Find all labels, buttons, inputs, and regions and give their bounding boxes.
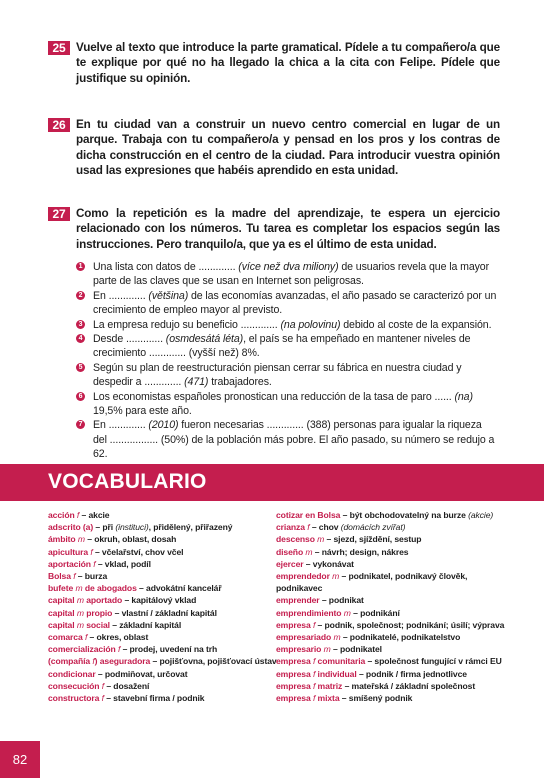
vocab-translation: – vklad, podíl: [97, 558, 151, 569]
vocab-note: (domácích zvířat): [340, 522, 406, 533]
vocab-entry: [48, 631, 277, 643]
vocabulary-column-left: [48, 509, 277, 704]
vocab-term: empresa: [276, 619, 311, 630]
vocab-term: capital: [48, 607, 75, 618]
exercise-27-items: [76, 260, 498, 462]
vocab-term: emprendedor: [276, 571, 330, 582]
vocab-entry: [48, 509, 277, 521]
vocab-translation: – podnikatelé, podnikatelstvo: [342, 632, 461, 643]
exercise-item: [76, 332, 498, 361]
vocab-translation: – okres, oblast: [89, 632, 149, 643]
vocab-entry: [276, 631, 504, 643]
vocab-entry: [48, 582, 277, 594]
vocab-term-cont: individual: [317, 668, 357, 679]
vocab-term: adscrito (a): [48, 522, 94, 533]
exercise-instruction: Como la repetición es la madre del aprendizaje, te espera un ejercicio relacionado con los números. Tu tarea es completar los espacios según las instrucciones. Pero tranquilo/a, que ya es el último de esta unidad.: [76, 207, 500, 251]
vocab-gender: f: [312, 656, 316, 667]
item-hint: (na polovinu): [280, 318, 341, 331]
vocab-translation: – prodej, uvedení na trh: [122, 644, 218, 655]
vocab-translation: – podnikatel, podnikavý člověk,: [341, 571, 468, 582]
vocab-term: Bolsa: [48, 571, 71, 582]
vocab-term: empresa: [276, 668, 311, 679]
vocab-entry: [48, 570, 277, 582]
exercise-item: [76, 390, 498, 419]
item-text: fueron necesarias ............. (388) personas para igualar la riqueza del ................. (50%) de la población más pobre. El año pasado, su número se redujo a 62.: [93, 419, 495, 461]
vocab-translation: – advokátní kancelář: [139, 583, 222, 594]
vocab-gender: m: [76, 595, 84, 606]
item-text: debido al coste de la expansión.: [340, 318, 492, 331]
vocab-term: ámbito: [48, 534, 76, 545]
vocab-entry: [48, 668, 277, 680]
vocab-term: crianza: [276, 522, 305, 533]
vocab-entry: [276, 582, 504, 594]
vocab-entry: [48, 643, 277, 655]
vocab-entry: [48, 546, 277, 558]
vocab-note: (instituci): [115, 522, 149, 533]
vocab-gender: f: [312, 619, 316, 630]
vocab-gender: m: [333, 632, 341, 643]
item-text: Los economistas españoles pronostican una reducción de la tasa de paro ......: [93, 390, 455, 403]
vocab-gender: m: [332, 571, 340, 582]
item-number-bullet: 3: [76, 320, 85, 329]
vocab-translation: – včelařství, chov včel: [94, 546, 184, 557]
vocab-translation: podnikavec: [276, 583, 323, 594]
item-hint: (2010): [148, 419, 179, 432]
vocab-term: empresario: [276, 644, 322, 655]
vocab-term-cont: ) aseguradora: [94, 656, 151, 667]
vocab-translation: – kapitálový vklad: [124, 595, 197, 606]
item-text: Según su plan de reestructuración piensan cerrar su fábrica en nuestra ciudad y despedir a .............: [93, 361, 462, 389]
vocab-translation: – podnikatel: [333, 644, 382, 655]
vocab-translation: – vlastní / základní kapitál: [114, 607, 217, 618]
vocab-term: emprender: [276, 595, 320, 606]
vocab-entry: [48, 607, 277, 619]
exercise-item: [76, 361, 498, 390]
vocabulary-column-right: [276, 509, 504, 704]
item-hint: (většina): [148, 289, 189, 302]
vocab-entry: [276, 655, 504, 667]
vocab-translation: – okruh, oblast, dosah: [87, 534, 177, 545]
vocab-translation: – základní kapitál: [112, 619, 182, 630]
exercise-item: [76, 318, 498, 332]
vocab-term: acción: [48, 510, 75, 520]
vocab-entry: [276, 521, 504, 533]
vocab-gender: f: [307, 522, 310, 533]
vocab-gender: f: [117, 644, 121, 655]
exercise-26: [48, 117, 500, 179]
vocab-term: descenso: [276, 534, 315, 545]
item-hint: (471): [184, 376, 209, 389]
vocab-entry: [48, 680, 277, 692]
item-text: 19,5% para este año.: [93, 405, 192, 418]
item-text: En .............: [93, 419, 149, 432]
vocab-term-cont: propio: [86, 607, 113, 618]
item-number-bullet: 4: [76, 334, 85, 343]
vocab-translation: – pojišťovna, pojišťovací ústav: [152, 656, 277, 667]
item-text: , el país se ha empeñado en mantener niveles de crecimiento ............. (vyšší než) 8%.: [93, 333, 471, 360]
vocabulary-banner: [0, 464, 544, 501]
exercise-number: 26: [48, 118, 70, 132]
vocab-translation: – smíšený podnik: [341, 693, 413, 704]
vocab-entry: [276, 570, 504, 582]
vocab-translation: – být obchodovatelný na burze: [342, 510, 466, 520]
vocab-term-cont: de abogados: [84, 583, 137, 594]
vocab-gender: m: [305, 546, 313, 557]
vocab-term: cotizar en Bolsa: [276, 510, 341, 520]
exercise-item: [76, 289, 498, 318]
exercise-27: [48, 206, 500, 252]
vocab-translation: – vykonávat: [305, 558, 354, 569]
vocab-entry: [276, 607, 504, 619]
vocab-gender: m: [76, 607, 84, 618]
vocab-gender: f: [312, 693, 316, 704]
vocab-entry: [276, 546, 504, 558]
vocab-gender: f: [101, 680, 105, 691]
item-text: de las economías avanzadas, el año pasado se caracterizó por un crecimiento de empleo mayor al previsto.: [93, 289, 497, 317]
vocab-entry: [276, 692, 504, 704]
vocab-entry: [276, 668, 504, 680]
vocab-term: empresa: [276, 656, 311, 667]
vocab-term: comercialización: [48, 644, 116, 655]
vocab-term: comarca: [48, 632, 83, 643]
vocab-translation: – mateřská / základní společnost: [344, 680, 476, 691]
vocab-entry: [48, 521, 277, 533]
vocab-term-cont: matriz: [317, 680, 343, 691]
vocab-term: empresa: [276, 693, 311, 704]
vocab-entry: [48, 619, 277, 631]
vocab-entry: [48, 558, 277, 570]
vocab-translation: – při: [95, 522, 114, 533]
vocab-gender: m: [317, 534, 325, 545]
item-number-bullet: 5: [76, 363, 85, 372]
vocab-entry: [48, 692, 277, 704]
item-text: La empresa redujo su beneficio .............: [93, 318, 281, 331]
item-number-bullet: 7: [76, 420, 85, 429]
vocab-note: (akcie): [468, 510, 494, 520]
vocabulary-title: VOCABULARIO: [48, 470, 207, 493]
vocab-translation: – podmiňovat, určovat: [97, 668, 188, 679]
vocab-gender: f: [93, 558, 96, 569]
vocab-term: diseño: [276, 546, 304, 557]
exercise-instruction: En tu ciudad van a construir un nuevo centro comercial en lugar de un parque. Trabaja con tu compañero/a y pensad en los pros y los contras de dicha construcción en el centro de la ciudad. Para introducir vuestra opinión usad las expresiones que habéis aprendido en esta unidad.: [76, 118, 500, 178]
vocab-term: apicultura: [48, 546, 89, 557]
vocab-gender: f: [84, 632, 88, 643]
vocab-entry: [48, 533, 277, 545]
vocab-entry: [276, 509, 504, 521]
vocab-gender: m: [75, 583, 83, 594]
vocab-entry: [276, 680, 504, 692]
exercise-number: 27: [48, 207, 70, 221]
vocab-gender: m: [343, 607, 351, 618]
vocab-entry: [276, 619, 504, 631]
item-text: de usuarios revela que la mayor parte de las claves que se usan en Internet son peligrosas.: [93, 261, 490, 288]
vocab-gender: f: [76, 510, 80, 520]
vocab-translation: – společnost fungující v rámci EU: [367, 656, 502, 667]
vocab-gender: m: [76, 619, 84, 630]
vocab-term: aportación: [48, 558, 91, 569]
vocab-term: emprendimiento: [276, 607, 342, 618]
vocab-term: consecución: [48, 680, 100, 691]
item-hint: (na): [454, 390, 473, 403]
vocab-term: empresa: [276, 680, 311, 691]
item-hint: (osmdesátá léta): [165, 333, 244, 346]
vocab-gender: m: [77, 534, 85, 545]
vocab-translation-cont: , přidělený, přiřazený: [148, 522, 233, 533]
item-text: trabajadores.: [208, 376, 272, 389]
vocab-gender: f: [73, 571, 76, 582]
vocab-translation: – sjezd, sjíždění, sestup: [326, 534, 422, 545]
vocab-term: capital: [48, 595, 75, 606]
vocab-term: capital: [48, 619, 75, 630]
exercise-item: [76, 260, 498, 289]
vocab-translation: – stavební firma / podnik: [106, 693, 205, 704]
vocab-term-cont: social: [86, 619, 110, 630]
vocab-entry: [48, 594, 277, 606]
item-number-bullet: 2: [76, 291, 85, 300]
item-number-bullet: 6: [76, 392, 85, 401]
vocab-term: empresariado: [276, 632, 332, 643]
vocab-entry: [276, 594, 504, 606]
item-text: Desde .............: [93, 333, 166, 346]
vocab-entry: [276, 533, 504, 545]
item-text: En .............: [93, 289, 149, 302]
vocab-gender: f: [92, 656, 95, 667]
vocab-gender: f: [101, 693, 104, 704]
vocab-term-cont: aportado: [86, 595, 123, 606]
vocab-translation: – návrh; design, nákres: [314, 546, 409, 557]
vocab-entry: [276, 558, 504, 570]
vocab-translation: – burza: [77, 571, 108, 582]
vocab-entry: [48, 655, 277, 667]
vocab-translation: – chov: [311, 522, 339, 533]
item-number-bullet: 1: [76, 262, 85, 271]
vocab-term: (compañía: [48, 656, 91, 667]
vocab-gender: f: [90, 546, 93, 557]
vocab-gender: f: [312, 668, 316, 679]
vocab-translation: – akcie: [81, 510, 110, 520]
vocab-translation: – podnikání: [353, 607, 400, 618]
vocab-term: ejercer: [276, 558, 304, 569]
vocab-translation: – podnik, společnost; podnikání; úsilí; výprava: [317, 619, 505, 630]
exercise-item: [76, 418, 498, 461]
exercise-instruction: Vuelve al texto que introduce la parte gramatical. Pídele a tu compañero/a que te explique por qué no ha llegado la chica a la cita con Felipe. Pídele que justifique su opinión.: [76, 41, 500, 85]
vocab-gender: f: [312, 680, 316, 691]
vocab-gender: m: [323, 644, 331, 655]
vocab-translation: – dosažení: [106, 680, 150, 691]
exercise-number: 25: [48, 41, 70, 55]
vocab-term: bufete: [48, 583, 74, 594]
item-hint: (více než dva miliony): [238, 261, 339, 273]
page-number: 82: [0, 741, 40, 778]
vocab-term-cont: comunitaria: [317, 656, 366, 667]
vocab-term: condicionar: [48, 668, 96, 679]
vocab-translation: – podnikat: [321, 595, 364, 606]
exercise-25: [48, 40, 500, 86]
vocab-translation: – podnik / firma jednotlivce: [358, 668, 467, 679]
item-text: Una lista con datos de .............: [93, 261, 239, 273]
vocab-term-cont: mixta: [317, 693, 340, 704]
vocab-term: constructora: [48, 693, 100, 704]
vocab-entry: [276, 643, 504, 655]
